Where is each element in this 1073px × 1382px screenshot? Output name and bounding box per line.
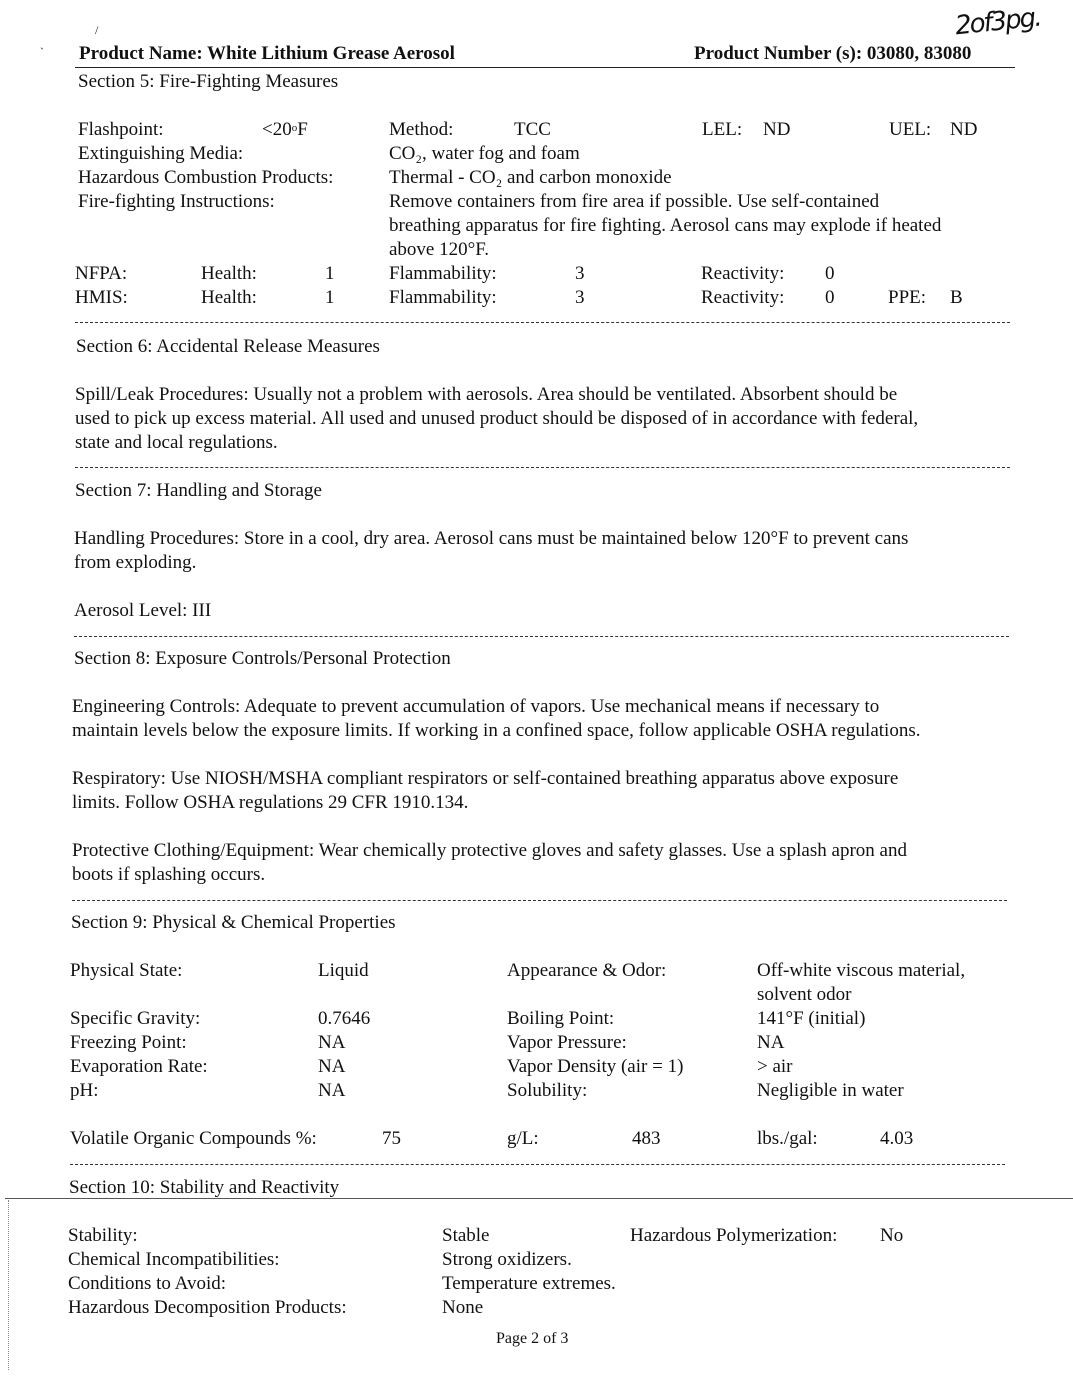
instructions-line: breathing apparatus for fire fighting. Aerosol cans may explode if heated — [389, 215, 942, 236]
nfpa-health-value: 1 — [325, 263, 335, 284]
prop-value: Liquid — [318, 960, 369, 981]
section-divider — [75, 322, 1010, 323]
hmis-health-label: Health: — [201, 287, 257, 308]
section-divider — [72, 900, 1007, 901]
respiratory-line: limits. Follow OSHA regulations 29 CFR 1910.134. — [72, 792, 469, 813]
uel-value: ND — [950, 119, 978, 140]
scan-edge — [8, 1200, 9, 1370]
voc-percent: 75 — [382, 1128, 401, 1149]
nfpa-flam-label: Flammability: — [389, 263, 497, 284]
hmis-react-value: 0 — [825, 287, 835, 308]
hmis-label: HMIS: — [75, 287, 128, 308]
section6-title: Section 6: Accidental Release Measures — [76, 336, 380, 357]
section8-title: Section 8: Exposure Controls/Personal Protection — [74, 648, 451, 669]
header-rule — [75, 67, 1015, 68]
nfpa-flam-value: 3 — [575, 263, 585, 284]
section9-title: Section 9: Physical & Chemical Properties — [71, 912, 396, 933]
decomp-value: None — [442, 1297, 484, 1318]
prop-value: 141°F (initial) — [757, 1008, 866, 1029]
spill-line: used to pick up excess material. All used and unused product should be disposed of in accordance with federal, — [75, 408, 919, 429]
stability-value: Stable — [442, 1225, 490, 1246]
handling-line: Handling Procedures: Store in a cool, dry area. Aerosol cans must be maintained below 120°F to prevent cans — [74, 528, 909, 549]
prop-label: Appearance & Odor: — [507, 960, 667, 981]
prop-label: Vapor Density (air = 1) — [507, 1056, 684, 1077]
hmis-ppe-value: B — [950, 287, 963, 308]
prop-value: > air — [757, 1056, 793, 1077]
instructions-line: above 120°F. — [389, 239, 490, 260]
prop-label: Freezing Point: — [70, 1032, 187, 1053]
combustion-label: Hazardous Combustion Products: — [78, 167, 334, 188]
scan-mark: ` — [40, 45, 44, 59]
spill-line: Spill/Leak Procedures: Usually not a problem with aerosols. Area should be ventilated. Absorbent should be — [75, 384, 898, 405]
section5-title: Section 5: Fire-Fighting Measures — [78, 71, 339, 92]
engineering-line: maintain levels below the exposure limits. If working in a confined space, follow applicable OSHA regulations. — [72, 720, 921, 741]
protective-line: Protective Clothing/Equipment: Wear chemically protective gloves and safety glasses. Use a splash apron and — [72, 840, 907, 861]
page-number: Page 2 of 3 — [496, 1330, 569, 1347]
nfpa-health-label: Health: — [201, 263, 257, 284]
polymerization-label: Hazardous Polymerization: — [630, 1225, 838, 1246]
prop-value: Off-white viscous material, — [757, 960, 966, 981]
voc-label: Volatile Organic Compounds %: — [70, 1128, 317, 1149]
voc-gl-value: 483 — [632, 1128, 661, 1149]
lel-value: ND — [763, 119, 791, 140]
avoid-value: Temperature extremes. — [442, 1273, 616, 1294]
lel-label: LEL: — [702, 119, 743, 140]
hmis-ppe-label: PPE: — [888, 287, 927, 308]
voc-lbsgal-label: lbs./gal: — [757, 1128, 818, 1149]
hmis-react-label: Reactivity: — [701, 287, 785, 308]
hmis-flam-label: Flammability: — [389, 287, 497, 308]
avoid-label: Conditions to Avoid: — [68, 1273, 227, 1294]
section-divider — [75, 467, 1010, 468]
prop-value: NA — [318, 1056, 346, 1077]
nfpa-react-label: Reactivity: — [701, 263, 785, 284]
decomp-label: Hazardous Decomposition Products: — [68, 1297, 347, 1318]
incompat-value: Strong oxidizers. — [442, 1249, 572, 1270]
prop-label: Boiling Point: — [507, 1008, 615, 1029]
hmis-flam-value: 3 — [575, 287, 585, 308]
prop-label: pH: — [70, 1080, 99, 1101]
incompat-label: Chemical Incompatibilities: — [68, 1249, 280, 1270]
combustion-value: Thermal - CO₂ and carbon monoxide — [389, 167, 672, 188]
hmis-health-value: 1 — [325, 287, 335, 308]
section-divider — [70, 1164, 1005, 1165]
method-label: Method: — [389, 119, 454, 140]
aerosol-level: Aerosol Level: III — [74, 600, 212, 621]
prop-label: Specific Gravity: — [70, 1008, 201, 1029]
scan-mark: / — [95, 23, 99, 37]
spill-line: state and local regulations. — [75, 432, 278, 453]
method-value: TCC — [514, 119, 551, 140]
prop-value: 0.7646 — [318, 1008, 371, 1029]
product-name: Product Name: White Lithium Grease Aerosol — [79, 43, 455, 64]
protective-line: boots if splashing occurs. — [72, 864, 266, 885]
handling-line: from exploding. — [74, 552, 197, 573]
product-number: Product Number (s): 03080, 83080 — [694, 43, 972, 64]
prop-label: Solubility: — [507, 1080, 588, 1101]
polymerization-value: No — [880, 1225, 904, 1246]
flashpoint-label: Flashpoint: — [78, 119, 164, 140]
voc-lbsgal-value: 4.03 — [880, 1128, 914, 1149]
section10-title: Section 10: Stability and Reactivity — [69, 1177, 340, 1198]
instructions-label: Fire-fighting Instructions: — [78, 191, 275, 212]
prop-value: solvent odor — [757, 984, 852, 1005]
respiratory-line: Respiratory: Use NIOSH/MSHA compliant respirators or self-contained breathing apparatus above exposure — [72, 768, 899, 789]
prop-value: NA — [318, 1080, 346, 1101]
prop-label: Physical State: — [70, 960, 183, 981]
nfpa-react-value: 0 — [825, 263, 835, 284]
prop-label: Evaporation Rate: — [70, 1056, 208, 1077]
prop-value: NA — [318, 1032, 346, 1053]
prop-value: Negligible in water — [757, 1080, 904, 1101]
nfpa-label: NFPA: — [75, 263, 128, 284]
section7-title: Section 7: Handling and Storage — [75, 480, 322, 501]
prop-label: Vapor Pressure: — [507, 1032, 627, 1053]
engineering-line: Engineering Controls: Adequate to prevent accumulation of vapors. Use mechanical means if necessary to — [72, 696, 880, 717]
voc-gl-label: g/L: — [507, 1128, 539, 1149]
instructions-line: Remove containers from fire area if possible. Use self-contained — [389, 191, 880, 212]
uel-label: UEL: — [889, 119, 932, 140]
scan-line — [5, 1198, 1073, 1199]
handwritten-page-note: 2of3pg. — [953, 2, 1042, 42]
extinguishing-label: Extinguishing Media: — [78, 143, 244, 164]
section-divider — [74, 636, 1009, 637]
flashpoint-value: $<20^oF$ — [262, 119, 308, 140]
prop-value: NA — [757, 1032, 785, 1053]
stability-label: Stability: — [68, 1225, 138, 1246]
extinguishing-value: CO₂, water fog and foam — [389, 143, 580, 164]
